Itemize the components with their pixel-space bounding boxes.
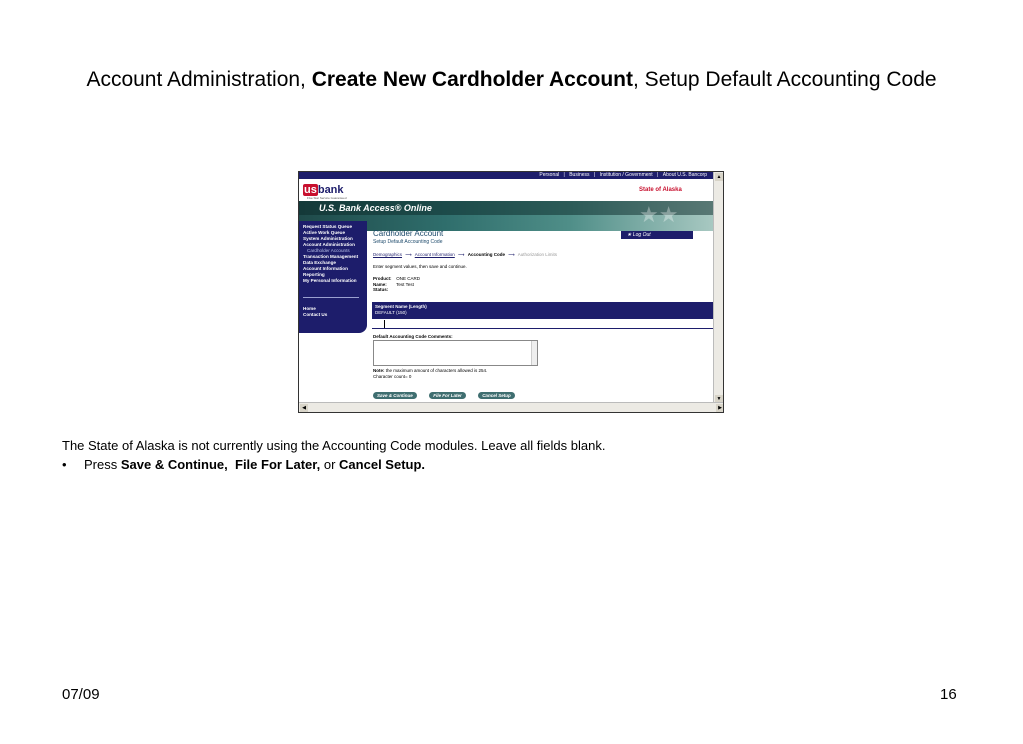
slide-title <box>40 66 983 93</box>
account-info <box>373 276 420 293</box>
segment-table-header <box>372 302 715 319</box>
note-label: Note: <box>373 368 385 373</box>
topnav-personal[interactable]: Personal <box>539 172 560 178</box>
step-breadcrumb <box>373 252 557 258</box>
page-number: 16 <box>940 686 957 703</box>
instruction-text: Enter segment values, then save and continue. <box>373 264 467 269</box>
usbank-logo <box>303 183 344 197</box>
topnav-sep: | <box>593 172 596 178</box>
logo-bank: bank <box>317 184 344 196</box>
sidebar-item-data-exchange[interactable]: Data Exchange <box>303 260 336 265</box>
bullet-cancel: Cancel Setup. <box>339 457 426 472</box>
arrow-right-icon: ⟶ <box>458 252 465 257</box>
sidebar-item-cardholder-accounts[interactable]: Cardholder Accounts <box>307 248 350 253</box>
action-buttons <box>373 384 523 402</box>
logo-us: us <box>304 184 317 196</box>
sidebar-item-active-work-queue[interactable]: Active Work Queue <box>303 230 346 235</box>
sidebar <box>299 221 367 333</box>
segment-row <box>372 319 715 329</box>
save-continue-button[interactable]: Save & Continue <box>373 392 417 399</box>
note-text <box>373 368 487 379</box>
logo-tagline: Five Star Service Guaranteed <box>307 196 347 200</box>
title-bold: Create New Cardholder Account <box>311 68 634 91</box>
banner-title: U.S. Bank Access® Online <box>319 203 432 213</box>
screenshot-panel <box>298 171 724 413</box>
sidebar-item-account-information[interactable]: Account Information <box>303 266 348 271</box>
cancel-setup-button[interactable]: Cancel Setup <box>478 392 515 399</box>
sidebar-item-transaction-management[interactable]: Transaction Management <box>303 254 359 259</box>
note-body: the maximum amount of characters allowed is 254. <box>384 368 488 373</box>
bullet-save: Save & Continue, <box>120 457 228 472</box>
page-title: Cardholder Account <box>373 229 444 238</box>
scroll-right-icon[interactable]: ▶ <box>716 404 724 412</box>
file-for-later-button[interactable]: File For Later <box>429 392 466 399</box>
segment-value-input[interactable] <box>384 320 388 328</box>
body-text: The State of Alaska is not currently using the Accounting Code modules. Leave all fields blank. <box>62 438 606 453</box>
sidebar-item-system-administration[interactable]: System Administration <box>303 236 353 241</box>
bullet-or: or <box>320 457 340 472</box>
bullet-item <box>62 455 425 474</box>
sidebar-divider <box>303 297 359 298</box>
title-part1: Account Administration, <box>86 68 312 91</box>
sidebar-item-reporting[interactable]: Reporting <box>303 272 325 277</box>
topnav-business[interactable]: Business <box>569 172 590 178</box>
sidebar-item-my-personal-information[interactable]: My Personal Information <box>303 278 357 283</box>
state-label: State of Alaska <box>639 187 682 193</box>
horizontal-scrollbar[interactable] <box>299 402 724 412</box>
sidebar-item-home[interactable]: Home <box>303 306 316 311</box>
top-nav <box>299 172 713 179</box>
product-value: ONE CARD <box>396 276 421 281</box>
star-icon: ★★ <box>639 202 679 227</box>
bullet-marker: • <box>62 457 67 472</box>
topnav-institution[interactable]: Institution / Government <box>599 172 653 178</box>
step-demographics[interactable]: Demographics <box>373 252 403 257</box>
topnav-about[interactable]: About U.S. Bancorp <box>662 172 707 178</box>
sidebar-item-request-status-queue[interactable]: Request Status Queue <box>303 224 353 229</box>
segment-column-header: Segment Name (Length) <box>375 304 427 309</box>
logout-label: Log Out <box>632 232 651 238</box>
logout-icon: ★ <box>627 232 633 238</box>
comments-scrollbar[interactable] <box>531 341 537 365</box>
footer-date: 07/09 <box>62 686 100 703</box>
bullet-file: File For Later, <box>235 457 321 472</box>
scroll-up-icon[interactable]: ▲ <box>716 174 722 180</box>
arrow-right-icon: ⟶ <box>508 252 515 257</box>
name-label: Name: <box>373 281 387 287</box>
step-accounting-code: Accounting Code <box>467 252 506 257</box>
scroll-down-icon[interactable]: ▼ <box>716 396 722 402</box>
sidebar-item-contact-us[interactable]: Contact Us <box>303 312 328 317</box>
character-count: Character count= 0 <box>373 373 412 379</box>
bullet-prefix: Press <box>84 457 121 472</box>
segment-row-label: DEFAULT (150) <box>375 310 407 315</box>
logout-button[interactable] <box>621 231 693 239</box>
comments-textarea[interactable] <box>373 340 538 366</box>
scroll-left-icon[interactable]: ◀ <box>300 404 308 412</box>
step-account-information[interactable]: Account Information <box>414 252 455 257</box>
name-value: Test Test <box>396 281 414 287</box>
page-subtitle: Setup Default Accounting Code <box>373 239 443 245</box>
topnav-sep: | <box>563 172 565 178</box>
arrow-right-icon: ⟶ <box>405 252 412 257</box>
vertical-scrollbar[interactable] <box>713 172 723 404</box>
sidebar-item-account-administration[interactable]: Account Administration <box>303 242 355 247</box>
topnav-sep: | <box>657 172 659 178</box>
status-label: Status: <box>373 287 389 292</box>
title-part2: , Setup Default Accounting Code <box>633 68 937 91</box>
step-authorization-limits: Authorization Limits <box>517 252 558 257</box>
product-label: Product: <box>373 276 392 281</box>
comments-label: Default Accounting Code Comments: <box>373 334 453 339</box>
